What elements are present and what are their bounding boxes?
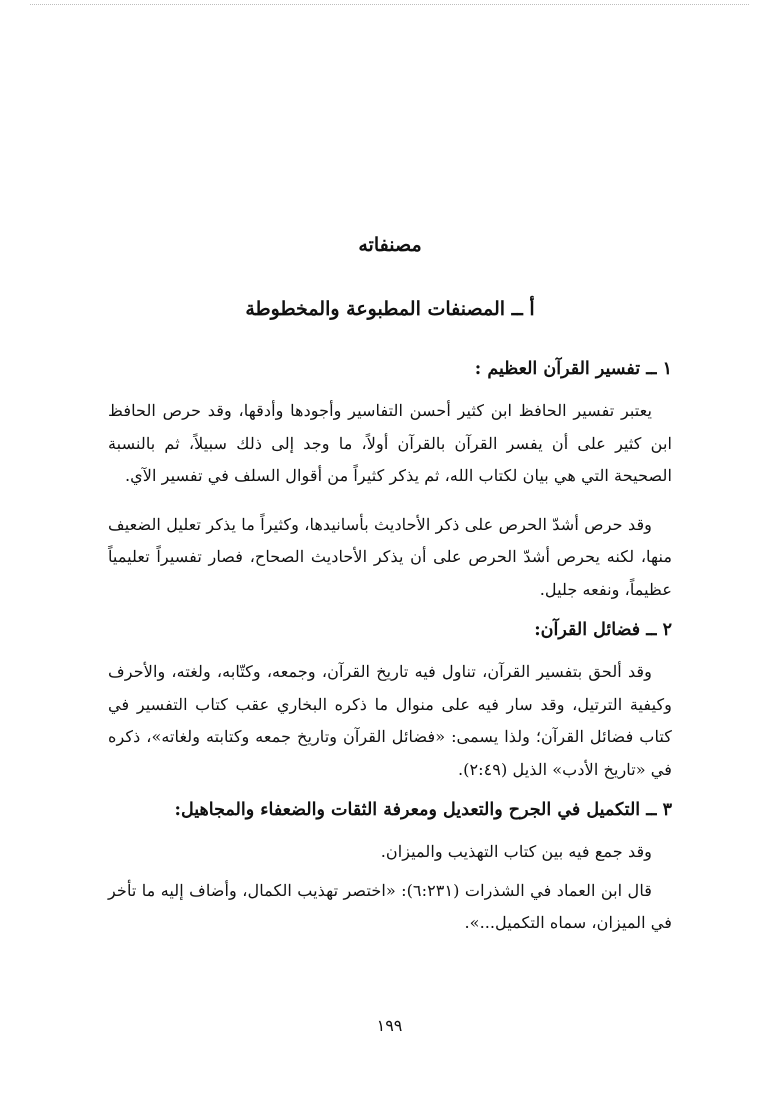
- page-title: مصنفاته: [358, 234, 422, 256]
- paragraph: قال ابن العماد في الشذرات (٦:٢٣١): «اختصر تهذيب الكمال، وأضاف إليه ما تأخر في الميزان، سماه التكميل...».: [108, 880, 672, 932]
- page-content: [108, 225, 672, 946]
- page-number: ١٩٩: [376, 1016, 403, 1035]
- section-heading: ٢ ــ فضائل القرآن:: [534, 620, 672, 640]
- section-heading: ٣ ــ التكميل في الجرح والتعديل ومعرفة الثقات والضعفاء والمجاهيل:: [174, 800, 672, 820]
- paragraph: يعتبر تفسير الحافظ ابن كثير أحسن التفاسير وأجودها وأدقها، وقد حرص الحافظ ابن كثير على أن يفسر القرآن بالقرآن أولاً، ما وجد إلى ذلك سبيلاً، ثم بالنسبة الصحيحة التي هي بيان لكتاب الله، ثم يذكر كثيراً من أقوال السلف في تفسير الآي.: [108, 401, 672, 485]
- section-fadail: [108, 612, 672, 786]
- paragraph: وقد حرص أشدّ الحرص على ذكر الأحاديث بأسانيدها، وكثيراً ما يذكر تعليل الضعيف منها، لكنه يحرص أشدّ الحرص على أن يذكر الأحاديث الصحاح، فصار تفسيراً تعليمياً عظيماً، ونفعه جليل.: [108, 514, 672, 599]
- paragraph: وقد ألحق بتفسير القرآن، تناول فيه تاريخ القرآن، وجمعه، وكتّابه، ولغته، والأحرف وكيفية الترتيل، وقد سار فيه على منوال ما ذكره البخاري عقب كتاب التفسير في كتاب فضائل القرآن؛ ولذا يسمى: «فضائل القرآن وتاريخ جمعه وكتابته ولغاته»، ذكره في «تاريخ الأدب» الذيل (٢:٤٩).: [108, 662, 672, 779]
- top-border-line: [30, 4, 749, 5]
- section-tafsir: [108, 351, 672, 606]
- section-heading: ١ ــ تفسير القرآن العظيم :: [474, 359, 672, 379]
- section-takmil: [108, 792, 672, 940]
- paragraph: وقد جمع فيه بين كتاب التهذيب والميزان.: [380, 842, 652, 861]
- section-subtitle: أ ــ المصنفات المطبوعة والمخطوطة: [245, 298, 535, 320]
